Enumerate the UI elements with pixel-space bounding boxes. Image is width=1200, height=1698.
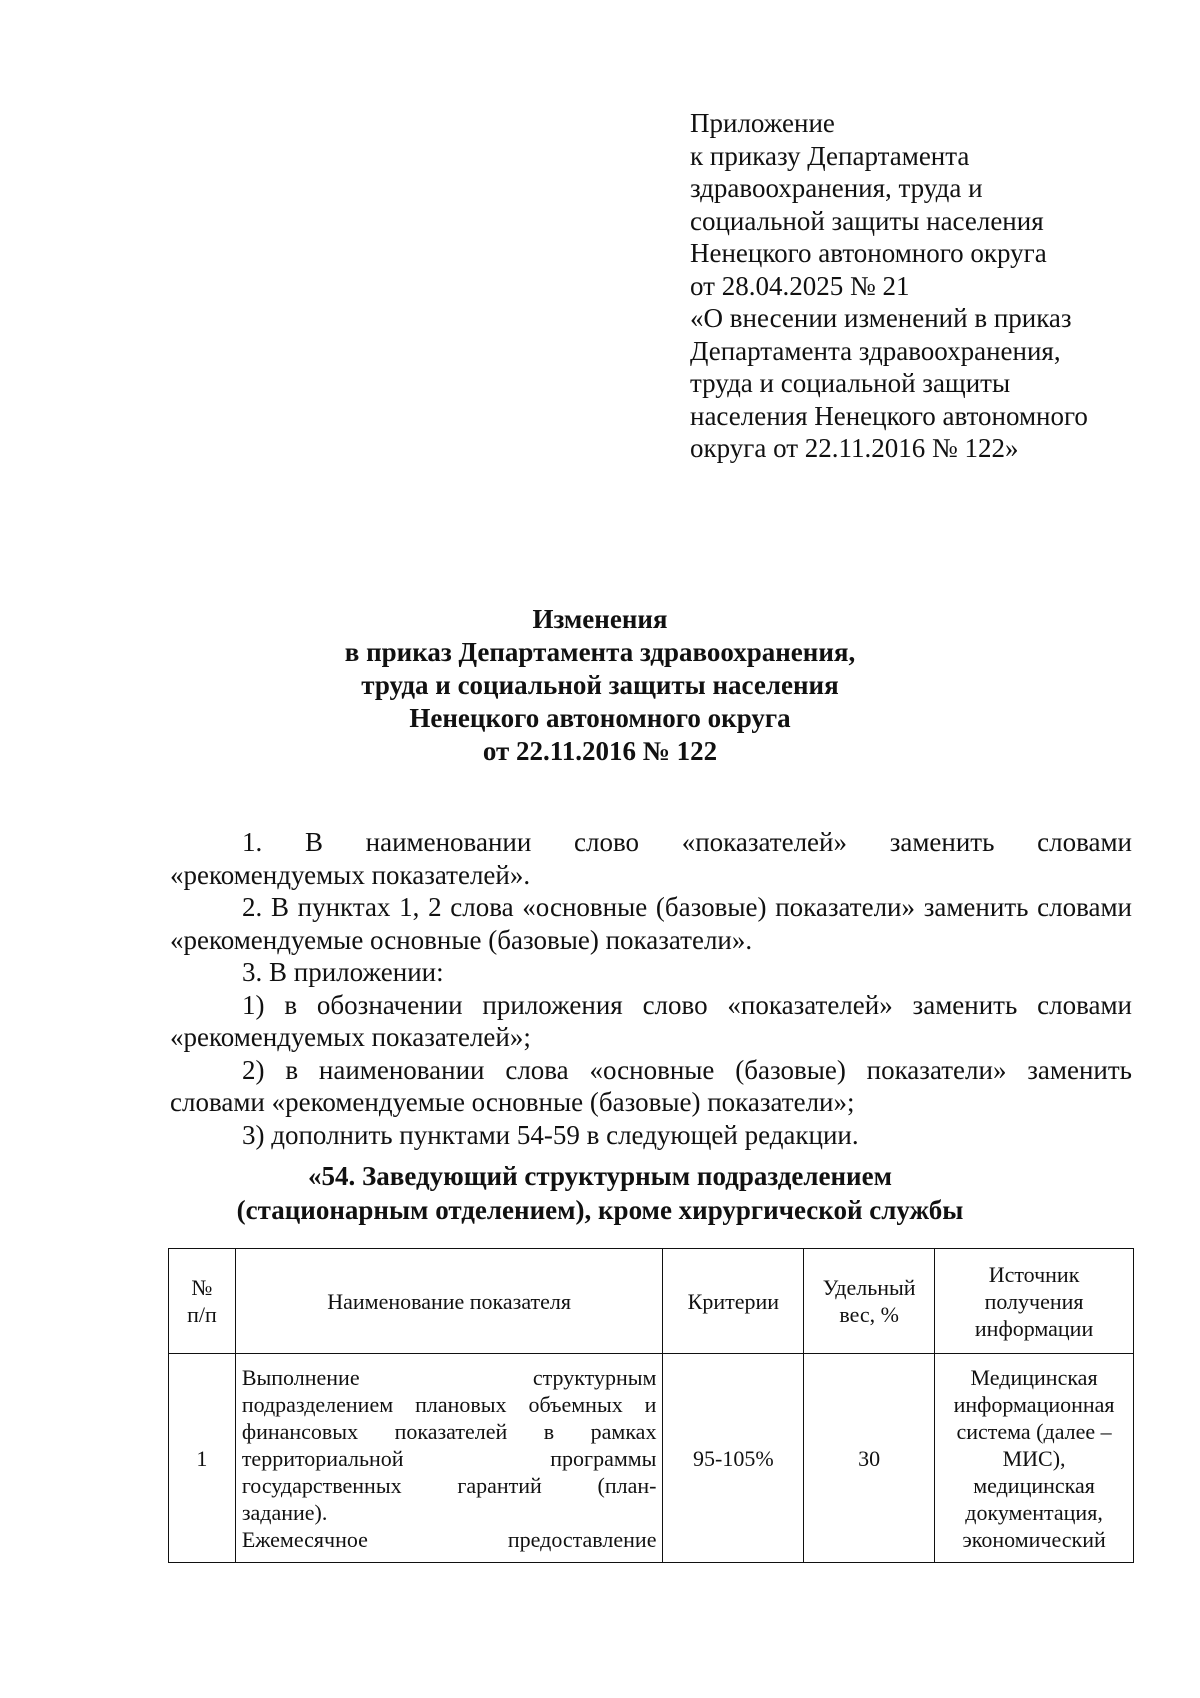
header-number-line: п/п: [187, 1302, 217, 1327]
header-number-line: №: [191, 1275, 213, 1300]
appendix-line: к приказу Департамента: [690, 140, 970, 171]
appendix-line: Департамента здравоохранения,: [690, 335, 1061, 366]
header-weight-line: вес, %: [839, 1302, 900, 1327]
header-criteria: Критерии: [663, 1249, 804, 1354]
header-weight: [804, 1249, 935, 1354]
cell-source-line: медицинская: [973, 1472, 1095, 1498]
appendix-line: округа от 22.11.2016 № 122»: [690, 433, 1019, 463]
heading-line: Ненецкого автономного округа: [409, 703, 791, 733]
appendix-line: Приложение: [690, 108, 835, 138]
cell-name-line: территориальной программы: [241, 1445, 657, 1471]
heading-line: от 22.11.2016 № 122: [482, 736, 718, 766]
header-source: [935, 1249, 1134, 1354]
cell-name-line: государственных гарантий (план-: [241, 1472, 657, 1498]
cell-name-line: задание).: [241, 1499, 328, 1525]
cell-source-line: информационная: [953, 1391, 1115, 1417]
cell-weight: 30: [804, 1354, 935, 1563]
heading-line: Изменения: [532, 604, 668, 634]
appendix-block: [690, 107, 1150, 465]
appendix-line: «О внесении изменений в приказ: [690, 303, 1072, 333]
paragraph-2: 2. В пунктах 1, 2 слова «основные (базовые) показатели» заменить словами «рекомендуемые основные (базовые) показатели».: [170, 892, 1132, 955]
cell-number: 1: [169, 1354, 236, 1563]
document-body: [170, 826, 1132, 1151]
cell-name: [235, 1354, 663, 1563]
header-weight-line: Удельный: [822, 1275, 916, 1300]
table-row: [169, 1354, 1134, 1563]
header-number: [169, 1249, 236, 1354]
appendix-line: здравоохранения, труда и: [690, 173, 983, 203]
cell-name-line: подразделением плановых объемных и: [241, 1391, 657, 1417]
cell-name-line: Ежемесячное предоставление: [241, 1526, 657, 1552]
header-source-line: информации: [974, 1315, 1094, 1341]
cell-name-line: Выполнение структурным: [241, 1364, 657, 1390]
cell-criteria: 95-105%: [663, 1354, 804, 1563]
appendix-line: населения Ненецкого автономного: [690, 400, 1088, 431]
paragraph-3: 3. В приложении:: [242, 957, 444, 987]
paragraph-1-line-1: 1. В наименовании слово «показателей» заменить словами: [242, 827, 1132, 857]
appendix-line: от 28.04.2025 № 21: [690, 270, 910, 301]
appendix-line: труда и социальной защиты: [690, 368, 1011, 398]
cell-source-line: МИС),: [1002, 1445, 1066, 1471]
paragraph-1-line-2: «рекомендуемых показателей».: [170, 859, 531, 890]
section-title-line: «54. Заведующий структурным подразделением: [308, 1161, 892, 1191]
paragraph-4: 1) в обозначении приложения слово «показателей» заменить словами «рекомендуемых показателей»;: [170, 989, 1132, 1052]
appendix-line: социальной защиты населения: [690, 205, 1044, 236]
cell-source-line: экономический: [962, 1526, 1106, 1552]
indicators-table: [168, 1248, 1134, 1563]
table-header-row: [169, 1249, 1134, 1354]
header-source-line: получения: [984, 1288, 1084, 1314]
cell-source-line: система (далее –: [956, 1418, 1112, 1444]
header-name: Наименование показателя: [235, 1249, 663, 1354]
section-title-line: (стационарным отделением), кроме хирургической службы: [236, 1195, 964, 1225]
appendix-line: Ненецкого автономного округа: [690, 238, 1047, 268]
cell-source-line: документация,: [965, 1499, 1103, 1525]
heading-line: труда и социальной защиты населения: [361, 670, 839, 700]
cell-source-line: Медицинская: [970, 1364, 1098, 1390]
document-heading: [0, 603, 1200, 768]
heading-line: в приказ Департамента здравоохранения,: [344, 637, 856, 667]
header-source-line: Источник: [988, 1261, 1080, 1287]
cell-source: [935, 1354, 1134, 1563]
paragraph-6: 3) дополнить пунктами 54-59 в следующей редакции.: [242, 1119, 859, 1150]
cell-name-line: финансовых показателей в рамках: [241, 1418, 657, 1444]
paragraph-5: 2) в наименовании слова «основные (базовые) показатели» заменить словами «рекомендуемые основные (базовые) показатели»;: [170, 1054, 1132, 1117]
section-title: [0, 1159, 1200, 1227]
